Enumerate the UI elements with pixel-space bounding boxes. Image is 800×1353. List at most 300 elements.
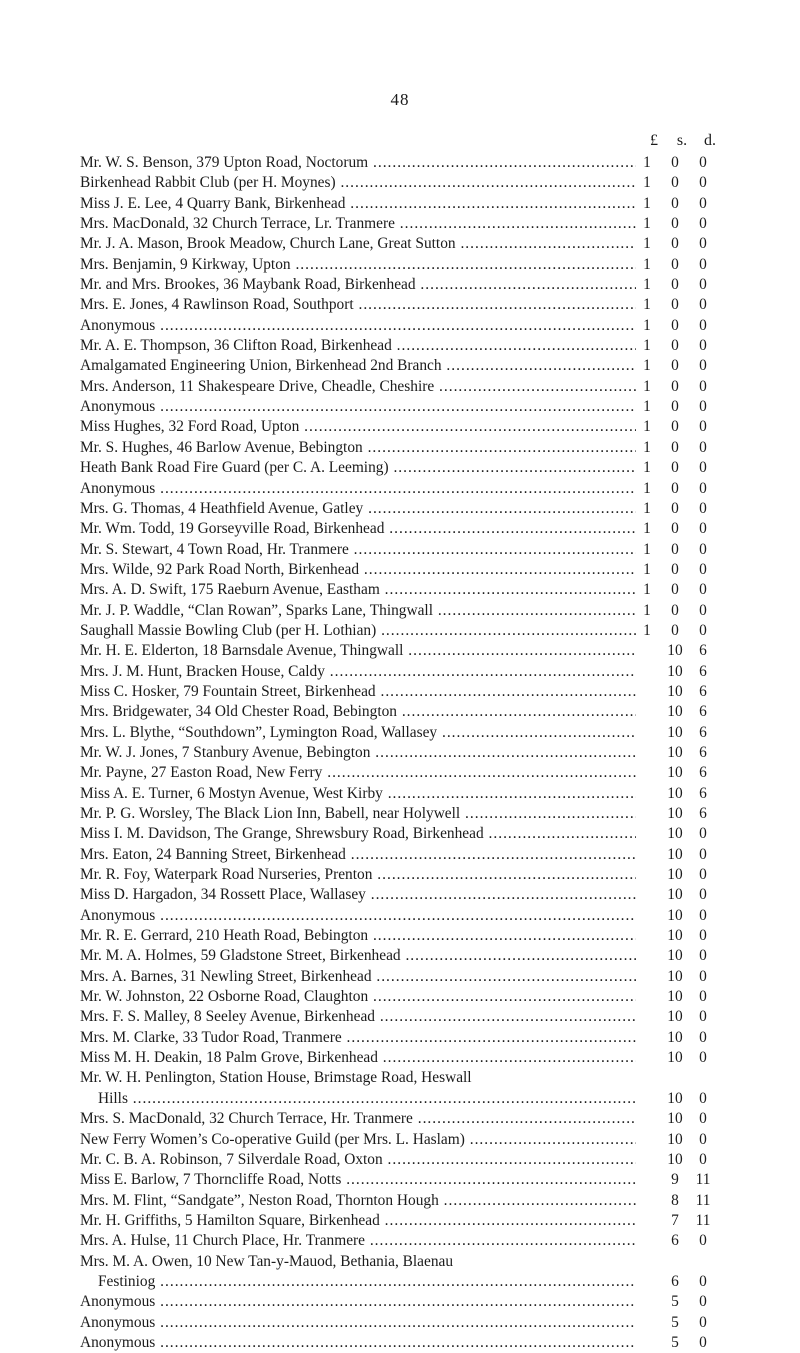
donor-name-text: Saughall Massie Bowling Club (per H. Lothian) .....	[80, 621, 636, 641]
amount-pounds: 1	[643, 377, 651, 395]
donor-name	[80, 682, 636, 702]
amount-pounds: 1	[643, 479, 651, 497]
list-item	[80, 763, 780, 783]
donor-name-text: Mr. S. Hughes, 46 Barlow Avenue, Bebington .....	[80, 438, 636, 458]
donor-name	[80, 906, 636, 926]
donor-name	[80, 1068, 636, 1109]
amount-shillings: 5	[671, 1313, 679, 1331]
donor-name	[80, 316, 636, 336]
list-item	[80, 804, 780, 824]
amount-pence: 0	[699, 1049, 707, 1067]
donor-name	[80, 275, 636, 295]
donor-name-text: Miss D. Hargadon, 34 Rossett Place, Wallasey .....	[80, 885, 636, 905]
amount-pence: 0	[699, 255, 707, 273]
list-item	[80, 1068, 780, 1109]
donor-name	[80, 662, 636, 682]
amount-pence: 0	[699, 316, 707, 334]
amount-pence: 0	[699, 357, 707, 375]
amount-shillings: 0	[671, 499, 679, 517]
donor-name-text: Mrs. M. Clarke, 33 Tudor Road, Tranmere .....	[80, 1028, 636, 1048]
amount-shillings: 10	[667, 1049, 683, 1067]
amount-pounds: 1	[643, 459, 651, 477]
donor-name-text: Mr. R. Foy, Waterpark Road Nurseries, Prenton .....	[80, 865, 636, 885]
list-item	[80, 540, 780, 560]
amount-shillings: 10	[667, 927, 683, 945]
amount-shillings: 10	[667, 1130, 683, 1148]
donor-name-text: Miss M. H. Deakin, 18 Palm Grove, Birkenhead .....	[80, 1048, 636, 1068]
amount-shillings: 0	[671, 581, 679, 599]
donor-name	[80, 255, 636, 275]
donor-name	[80, 295, 636, 315]
amount-pence: 0	[699, 1272, 707, 1290]
currency-header	[644, 132, 764, 154]
amount-shillings: 0	[671, 560, 679, 578]
amount-shillings: 0	[671, 235, 679, 253]
donor-name-text: Mrs. G. Thomas, 4 Heathfield Avenue, Gatley .....	[80, 499, 636, 519]
list-item	[80, 784, 780, 804]
donor-name	[80, 479, 636, 499]
amount-pence: 0	[699, 845, 707, 863]
list-item	[80, 1130, 780, 1150]
donor-name-text: Mr. W. J. Jones, 7 Stanbury Avenue, Bebington .....	[80, 743, 636, 763]
amount-pence: 0	[699, 988, 707, 1006]
amount-shillings: 0	[671, 459, 679, 477]
donor-name	[80, 845, 636, 865]
list-item	[80, 1191, 780, 1211]
amount-pence: 0	[699, 1313, 707, 1331]
pounds-header: £	[650, 132, 658, 149]
donor-name	[80, 784, 636, 804]
amount-pence: 6	[699, 784, 707, 802]
donor-name-text: Mr. P. G. Worsley, The Black Lion Inn, Babell, near Holywell .....	[80, 804, 636, 824]
amount-shillings: 0	[671, 337, 679, 355]
list-item	[80, 499, 780, 519]
list-item	[80, 1028, 780, 1048]
list-item	[80, 702, 780, 722]
donor-name	[80, 1048, 636, 1068]
list-item	[80, 153, 780, 173]
amount-pounds: 1	[643, 560, 651, 578]
amount-shillings: 10	[667, 845, 683, 863]
donor-name-text: Mr. J. A. Mason, Brook Meadow, Church Lane, Great Sutton .....	[80, 234, 636, 254]
amount-shillings: 10	[667, 703, 683, 721]
amount-pence: 0	[699, 174, 707, 192]
amount-shillings: 10	[667, 1089, 683, 1107]
amount-pounds: 1	[643, 276, 651, 294]
amount-pence: 0	[699, 621, 707, 639]
amount-pence: 0	[699, 276, 707, 294]
donor-name-text: Mrs. Wilde, 92 Park Road North, Birkenhead .....	[80, 560, 636, 580]
amount-pence: 0	[699, 194, 707, 212]
amount-shillings: 10	[667, 967, 683, 985]
amount-pence: 0	[699, 1293, 707, 1311]
donor-name	[80, 519, 636, 539]
amount-shillings: 10	[667, 784, 683, 802]
donor-name-text: Mrs. Benjamin, 9 Kirkway, Upton .....	[80, 255, 636, 275]
donor-name	[80, 946, 636, 966]
amount-shillings: 0	[671, 174, 679, 192]
donor-name	[80, 804, 636, 824]
amount-shillings: 10	[667, 723, 683, 741]
amount-pence: 0	[699, 886, 707, 904]
donor-name-text: Mr. R. E. Gerrard, 210 Heath Road, Bebington .....	[80, 926, 636, 946]
donor-name	[80, 824, 636, 844]
amount-pence: 6	[699, 662, 707, 680]
donor-name-text: Mrs. M. A. Owen, 10 New Tan-y-Mauod, Bethania, Blaenau	[80, 1252, 454, 1270]
amount-pence: 0	[699, 398, 707, 416]
list-item	[80, 1313, 780, 1333]
list-item	[80, 336, 780, 356]
list-item	[80, 682, 780, 702]
amount-pence: 0	[699, 418, 707, 436]
amount-pence: 6	[699, 805, 707, 822]
list-item	[80, 662, 780, 682]
amount-shillings: 10	[667, 743, 683, 761]
amount-pence: 0	[699, 499, 707, 517]
donor-name	[80, 153, 636, 173]
amount-pounds: 1	[643, 194, 651, 212]
donor-name-text: New Ferry Women’s Co-operative Guild (per Mrs. L. Haslam) .....	[80, 1130, 636, 1150]
donor-name	[80, 865, 636, 885]
donor-name-text: Miss I. M. Davidson, The Grange, Shrewsbury Road, Birkenhead .....	[80, 824, 636, 844]
list-item	[80, 621, 780, 641]
donor-name-text: Anonymous .....	[80, 316, 636, 336]
list-item	[80, 1007, 780, 1027]
donor-name	[80, 1007, 636, 1027]
donor-name-text: Mr. W. S. Benson, 379 Upton Road, Noctorum .....	[80, 153, 636, 173]
pence-header: d.	[704, 132, 716, 149]
list-item	[80, 641, 780, 661]
donor-name	[80, 967, 636, 987]
donor-name-text: Mr. C. B. A. Robinson, 7 Silverdale Road, Oxton .....	[80, 1150, 636, 1170]
amount-shillings: 10	[667, 906, 683, 924]
list-item	[80, 214, 780, 234]
donor-name-text: Miss Hughes, 32 Ford Road, Upton .....	[80, 417, 636, 437]
donor-name-text: Mrs. A. Barnes, 31 Newling Street, Birkenhead .....	[80, 967, 636, 987]
amount-shillings: 0	[671, 276, 679, 294]
donor-name-text: Mr. W. H. Penlington, Station House, Brimstage Road, Heswall	[80, 1069, 472, 1087]
donor-name-text: Mrs. A. D. Swift, 175 Raeburn Avenue, Eastham .....	[80, 580, 636, 600]
amount-shillings: 0	[671, 194, 679, 212]
donor-name-text: Mrs. Anderson, 11 Shakespeare Drive, Cheadle, Cheshire .....	[80, 377, 636, 397]
amount-pence: 0	[699, 906, 707, 924]
amount-pence: 0	[699, 1130, 707, 1148]
donor-name-text: Anonymous .....	[80, 397, 636, 417]
list-item	[80, 865, 780, 885]
list-item	[80, 1252, 780, 1293]
donor-name-text: Mrs. MacDonald, 32 Church Terrace, Lr. Tranmere .....	[80, 214, 636, 234]
list-item	[80, 1292, 780, 1312]
list-item	[80, 438, 780, 458]
amount-pence: 6	[699, 703, 707, 721]
donor-name	[80, 356, 636, 376]
amount-pounds: 1	[643, 357, 651, 375]
list-item	[80, 1048, 780, 1068]
list-item	[80, 601, 780, 621]
donor-name-text: Mrs. A. Hulse, 11 Church Place, Hr. Tranmere .....	[80, 1231, 636, 1251]
donor-name-text: Mr. S. Stewart, 4 Town Road, Hr. Tranmere .....	[80, 540, 636, 560]
amount-pounds: 1	[643, 418, 651, 436]
list-item	[80, 1211, 780, 1231]
amount-shillings: 0	[671, 479, 679, 497]
donor-name	[80, 601, 636, 621]
amount-pounds: 1	[643, 581, 651, 599]
amount-pence: 0	[699, 1089, 707, 1107]
subscription-list	[80, 153, 780, 1353]
list-item	[80, 234, 780, 254]
donor-name-text: Amalgamated Engineering Union, Birkenhead 2nd Branch .....	[80, 356, 636, 376]
donor-name	[80, 214, 636, 234]
amount-shillings: 0	[671, 520, 679, 538]
amount-pounds: 1	[643, 540, 651, 558]
list-item	[80, 580, 780, 600]
donor-name	[80, 417, 636, 437]
amount-pounds: 1	[643, 621, 651, 639]
list-item	[80, 1150, 780, 1170]
donor-name-text: Mrs. J. M. Hunt, Bracken House, Caldy .....	[80, 662, 636, 682]
donor-name	[80, 499, 636, 519]
donor-name-text: Mr. W. Johnston, 22 Osborne Road, Claughton .....	[80, 987, 636, 1007]
list-item	[80, 479, 780, 499]
donor-name-text: Miss J. E. Lee, 4 Quarry Bank, Birkenhead .....	[80, 194, 636, 214]
amount-pounds: 1	[643, 255, 651, 273]
amount-pence: 0	[699, 459, 707, 477]
list-item	[80, 458, 780, 478]
donor-name-text: Anonymous .....	[80, 1313, 636, 1333]
donor-name	[80, 1211, 636, 1231]
donor-name-text: Mr. and Mrs. Brookes, 36 Maybank Road, Birkenhead .....	[80, 275, 636, 295]
donor-name-text: Anonymous .....	[80, 1292, 636, 1312]
page-number: 48	[390, 90, 410, 109]
list-item	[80, 1231, 780, 1251]
amount-shillings: 0	[671, 601, 679, 619]
amount-pence: 0	[699, 479, 707, 497]
amount-pence: 0	[699, 215, 707, 233]
donor-name-text: Mr. J. P. Waddle, “Clan Rowan”, Sparks Lane, Thingwall .....	[80, 601, 636, 621]
amount-pence: 6	[699, 764, 707, 782]
amount-pence: 11	[695, 1191, 711, 1209]
donor-name	[80, 377, 636, 397]
amount-pounds: 1	[643, 154, 651, 171]
amount-shillings: 0	[671, 316, 679, 334]
donor-name	[80, 723, 636, 743]
donor-name	[80, 458, 636, 478]
list-item	[80, 824, 780, 844]
donor-name-text: Birkenhead Rabbit Club (per H. Moynes) .....	[80, 173, 636, 193]
amount-pounds: 1	[643, 296, 651, 314]
amount-pence: 0	[699, 235, 707, 253]
donor-name	[80, 438, 636, 458]
donor-name-text: Mr. Payne, 27 Easton Road, New Ferry .....	[80, 763, 636, 783]
list-item	[80, 519, 780, 539]
amount-pounds: 1	[643, 499, 651, 517]
amount-shillings: 10	[667, 764, 683, 782]
amount-shillings: 8	[671, 1191, 679, 1209]
amount-pence: 11	[695, 1211, 711, 1229]
list-item	[80, 173, 780, 193]
donor-name	[80, 173, 636, 193]
donor-name	[80, 621, 636, 641]
amount-shillings: 10	[667, 886, 683, 904]
donor-name-text: Anonymous .....	[80, 479, 636, 499]
amount-pounds: 1	[643, 398, 651, 416]
donor-name-continuation: Hills .....	[80, 1089, 636, 1109]
amount-pounds: 1	[643, 316, 651, 334]
amount-pence: 0	[699, 866, 707, 884]
amount-pence: 0	[699, 947, 707, 965]
amount-shillings: 0	[671, 418, 679, 436]
donor-name-text: Mrs. E. Jones, 4 Rawlinson Road, Southport .....	[80, 295, 636, 315]
amount-shillings: 0	[671, 255, 679, 273]
amount-shillings: 10	[667, 1110, 683, 1128]
donor-name	[80, 987, 636, 1007]
list-item	[80, 743, 780, 763]
donor-name-text: Mrs. S. MacDonald, 32 Church Terrace, Hr. Tranmere .....	[80, 1109, 636, 1129]
amount-pence: 6	[699, 682, 707, 700]
amount-shillings: 10	[667, 682, 683, 700]
list-item	[80, 906, 780, 926]
list-item	[80, 1170, 780, 1190]
amount-shillings: 6	[671, 1272, 679, 1290]
donor-name	[80, 560, 636, 580]
donor-name	[80, 1170, 636, 1190]
list-item	[80, 560, 780, 580]
donor-name	[80, 234, 636, 254]
donor-name	[80, 743, 636, 763]
amount-shillings: 0	[671, 438, 679, 456]
donor-name	[80, 1191, 636, 1211]
amount-shillings: 0	[671, 357, 679, 375]
amount-shillings: 5	[671, 1333, 679, 1351]
donor-name-text: Anonymous .....	[80, 906, 636, 926]
donor-name	[80, 397, 636, 417]
donor-name-text: Mr. H. E. Elderton, 18 Barnsdale Avenue, Thingwall .....	[80, 641, 636, 661]
amount-shillings: 0	[671, 377, 679, 395]
donor-name	[80, 336, 636, 356]
amount-shillings: 10	[667, 1028, 683, 1046]
amount-shillings: 0	[671, 398, 679, 416]
amount-shillings: 10	[667, 805, 683, 822]
list-item	[80, 885, 780, 905]
donor-name	[80, 1292, 636, 1312]
donor-name-text: Mrs. F. S. Malley, 8 Seeley Avenue, Birkenhead .....	[80, 1007, 636, 1027]
donor-name	[80, 1313, 636, 1333]
amount-pence: 0	[699, 560, 707, 578]
donor-name-continuation: Festiniog .....	[80, 1272, 636, 1292]
amount-pounds: 1	[643, 235, 651, 253]
donor-name	[80, 540, 636, 560]
amount-pence: 0	[699, 1110, 707, 1128]
list-item	[80, 417, 780, 437]
donor-name-text: Anonymous .....	[80, 1333, 636, 1353]
amount-pence: 0	[699, 601, 707, 619]
donor-name-text: Mr. H. Griffiths, 5 Hamilton Square, Birkenhead .....	[80, 1211, 636, 1231]
list-item	[80, 987, 780, 1007]
donor-name-text: Heath Bank Road Fire Guard (per C. A. Leeming) .....	[80, 458, 636, 478]
amount-shillings: 10	[667, 1008, 683, 1026]
amount-shillings: 0	[671, 621, 679, 639]
donor-name	[80, 702, 636, 722]
list-item	[80, 946, 780, 966]
amount-pounds: 1	[643, 215, 651, 233]
list-item	[80, 194, 780, 214]
donor-name-text: Mr. Wm. Todd, 19 Gorseyville Road, Birkenhead .....	[80, 519, 636, 539]
amount-pence: 0	[699, 1333, 707, 1351]
list-item	[80, 397, 780, 417]
amount-shillings: 5	[671, 1293, 679, 1311]
amount-pence: 0	[699, 540, 707, 558]
amount-pence: 0	[699, 825, 707, 843]
donor-name	[80, 1150, 636, 1170]
amount-pence: 11	[695, 1171, 711, 1189]
list-item	[80, 1109, 780, 1129]
amount-pence: 0	[699, 1150, 707, 1168]
amount-shillings: 0	[671, 154, 679, 171]
list-item	[80, 967, 780, 987]
amount-shillings: 0	[671, 296, 679, 314]
list-item	[80, 723, 780, 743]
amount-pence: 6	[699, 642, 707, 660]
donor-name	[80, 763, 636, 783]
donor-name-text: Mrs. Bridgewater, 34 Old Chester Road, Bebington .....	[80, 702, 636, 722]
amount-pence: 6	[699, 723, 707, 741]
donor-name-text: Mrs. M. Flint, “Sandgate”, Neston Road, Thornton Hough .....	[80, 1191, 636, 1211]
amount-pounds: 1	[643, 601, 651, 619]
shillings-header: s.	[676, 132, 688, 149]
donor-name-text: Miss E. Barlow, 7 Thorncliffe Road, Notts .....	[80, 1170, 636, 1190]
list-item	[80, 255, 780, 275]
donor-name	[80, 1252, 636, 1293]
donor-name	[80, 1130, 636, 1150]
list-item	[80, 316, 780, 336]
donor-name	[80, 1109, 636, 1129]
list-item	[80, 926, 780, 946]
amount-shillings: 10	[667, 642, 683, 660]
amount-pounds: 1	[643, 520, 651, 538]
amount-pence: 0	[699, 337, 707, 355]
amount-pence: 0	[699, 438, 707, 456]
donor-name	[80, 1231, 636, 1251]
donor-name	[80, 1028, 636, 1048]
amount-pence: 0	[699, 1028, 707, 1046]
amount-pence: 0	[699, 967, 707, 985]
donor-name	[80, 885, 636, 905]
amount-pence: 0	[699, 1008, 707, 1026]
amount-shillings: 10	[667, 1150, 683, 1168]
amount-shillings: 7	[671, 1211, 679, 1229]
donor-name-text: Mrs. Eaton, 24 Banning Street, Birkenhead .....	[80, 845, 636, 865]
donor-name-text: Miss A. E. Turner, 6 Mostyn Avenue, West Kirby .....	[80, 784, 636, 804]
amount-pence: 0	[699, 296, 707, 314]
amount-pence: 6	[699, 743, 707, 761]
amount-pence: 0	[699, 520, 707, 538]
amount-shillings: 10	[667, 662, 683, 680]
donor-name-text: Mr. M. A. Holmes, 59 Gladstone Street, Birkenhead .....	[80, 946, 636, 966]
amount-shillings: 0	[671, 540, 679, 558]
amount-shillings: 0	[671, 215, 679, 233]
list-item	[80, 1333, 780, 1353]
amount-pence: 0	[699, 154, 707, 171]
amount-shillings: 10	[667, 825, 683, 843]
donor-name	[80, 194, 636, 214]
list-item	[80, 295, 780, 315]
donor-name-text: Miss C. Hosker, 79 Fountain Street, Birkenhead .....	[80, 682, 636, 702]
amount-pounds: 1	[643, 174, 651, 192]
donor-name	[80, 1333, 636, 1353]
list-item	[80, 275, 780, 295]
list-item	[80, 845, 780, 865]
amount-pounds: 1	[643, 337, 651, 355]
